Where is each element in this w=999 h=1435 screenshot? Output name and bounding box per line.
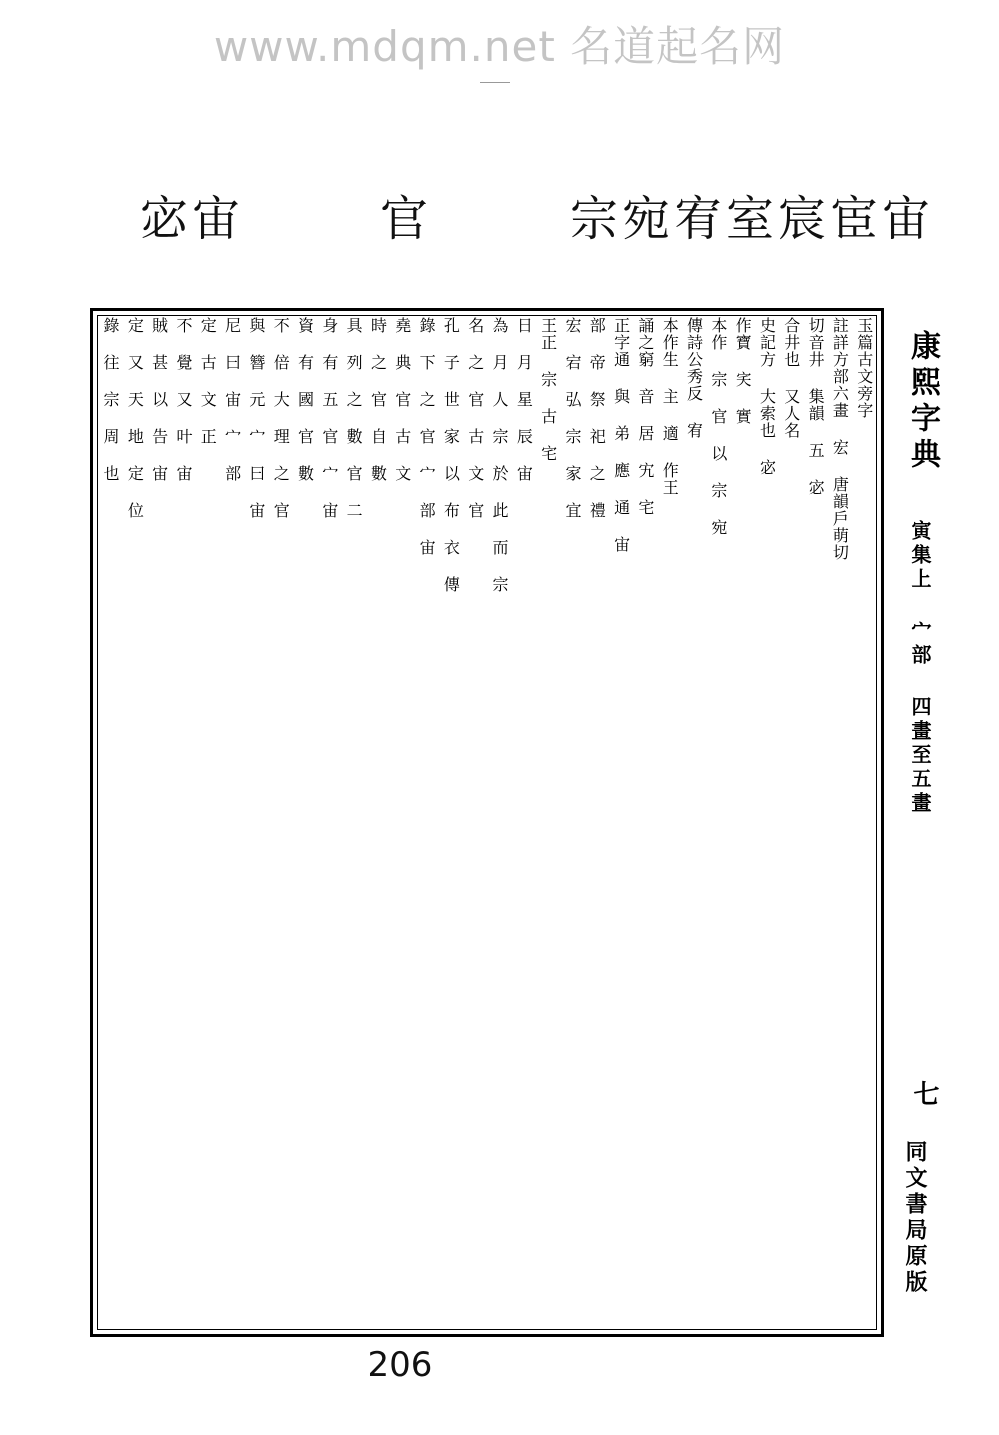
dictionary-title: 康熙字典 [905, 330, 940, 474]
text-column: 部 帝 祭 祀 之 禮 [587, 317, 607, 519]
text-column: 定 又 天 地 定 位 [125, 317, 145, 519]
seal-script-right: 宗宛宥室宸宦宙 [570, 191, 935, 247]
top-rule [480, 82, 510, 83]
text-column: 名 之 官 古 文 官 [465, 317, 485, 519]
text-column: 孔 子 世 家 以 布 衣 傳 [441, 317, 461, 593]
text-column: 作寶 宎 實 [733, 317, 753, 425]
text-column: 與 簪 元 宀 曰 宙 [246, 317, 266, 519]
text-columns [99, 317, 875, 1328]
section-label: 寅集上 宀部 四畫至五畫 [908, 520, 932, 816]
text-column: 定 古 文 正 [198, 317, 218, 445]
text-column: 本作生 主 適 作王 [660, 317, 680, 496]
text-column: 資 有 國 官 數 [295, 317, 315, 482]
dictionary-page-frame [90, 308, 884, 1337]
text-column: 宏 宕 弘 宗 家 宜 [562, 317, 582, 519]
text-column: 日 月 星 辰 宙 [514, 317, 534, 482]
text-column: 註詳方部六畫 宏 唐韻戶萌切 [830, 317, 850, 561]
watermark-text: www.mdqm.net 名道起名网 [213, 22, 786, 71]
text-column: 合井也 又人名 [781, 317, 801, 439]
text-column: 時 之 官 自 數 [368, 317, 388, 482]
text-column: 史記方 大索也 宓 [757, 317, 777, 476]
text-column: 傳詩公秀反 宥 [684, 317, 704, 439]
text-column: 堯 典 官 古 文 [392, 317, 412, 482]
text-column: 具 列 之 數 官 二 [344, 317, 364, 519]
text-column: 為 月 人 宗 於 此 而 宗 [490, 317, 509, 593]
seal-script-left: 宓宙 [140, 191, 245, 247]
text-column: 尼 曰 宙 宀 部 [222, 317, 242, 482]
text-column: 王正 宗 古 宅 [538, 317, 558, 462]
text-column: 不 覺 又 叶 宙 [173, 317, 193, 482]
text-column: 不 倍 大 理 之 官 [271, 317, 291, 519]
text-column: 錄 下 之 官 宀 部 宙 [417, 317, 437, 556]
seal-script-middle: 官 [380, 191, 433, 247]
publisher-label: 同文書局原版 [902, 1140, 928, 1296]
text-column: 本作 宗 官 以 宗 宛 [708, 317, 728, 536]
text-column: 誦之窮 音 居 宄 宅 [635, 317, 655, 516]
sidebar [892, 320, 962, 1330]
text-column: 錄 往 宗 周 也 [101, 317, 120, 482]
text-column: 正字通 與 弟 應 通 宙 [611, 317, 631, 553]
text-column: 玉篇古文旁字 [854, 317, 874, 419]
section-page-number: 七 [909, 1080, 939, 1106]
text-column: 切音井 集韻 五 宓 [806, 317, 826, 496]
text-column: 身 有 五 官 宀 宙 [319, 317, 339, 519]
page-number: 206 [367, 1345, 433, 1385]
text-column: 賊 甚 以 告 宙 [149, 317, 169, 482]
